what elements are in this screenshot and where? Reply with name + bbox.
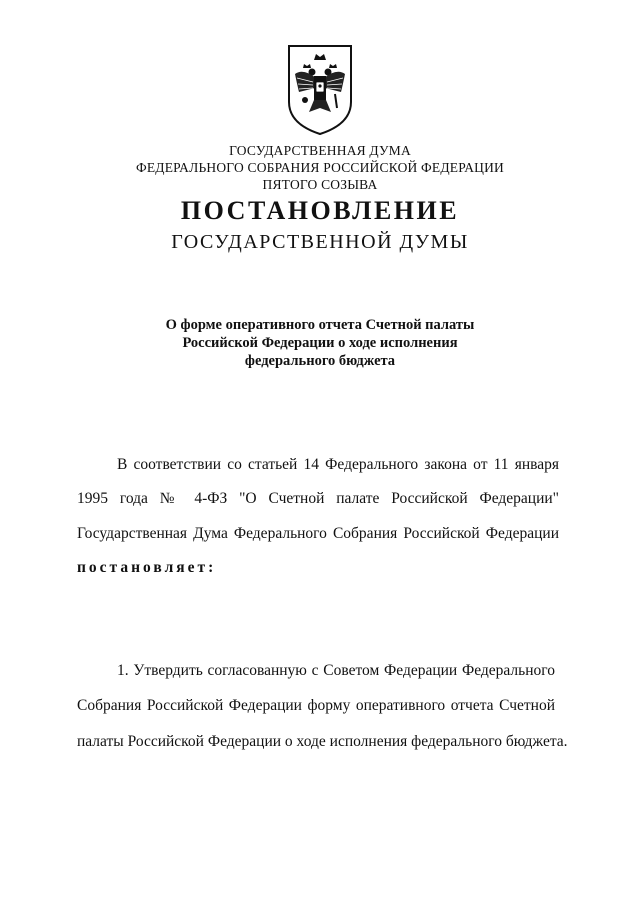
preamble-line-1: В соответствии со статьей 14 Федерального закона от 11 января [117,456,559,473]
clause-1-line-1: 1. Утвердить согласованную с Советом Федерации Федерального [117,662,555,679]
preamble-line-2: 1995 года № 4-ФЗ "О Счетной палате Российской Федерации" [77,490,559,507]
issuer-line-3: ПЯТОГО СОЗЫВА [262,177,378,192]
issuer-line-2: ФЕДЕРАЛЬНОГО СОБРАНИЯ РОССИЙСКОЙ ФЕДЕРАЦИИ [136,160,504,175]
subject-line-1: О форме оперативного отчета Счетной палаты [165,317,475,333]
clause-1-line-2: Собрания Российской Федерации форму оперативного отчета Счетной [77,697,555,714]
resolution-verb: постановляет: [77,559,217,576]
clause-1-line-3: палаты Российской Федерации о ходе исполнения федерального бюджета. [77,733,568,750]
preamble-line-3: Государственная Дума Федерального Собрания Российской Федерации [77,525,559,542]
subject-line-2: Российской Федерации о ходе исполнения [182,335,458,351]
subject-line-3: федерального бюджета [244,353,396,369]
coat-of-arms-emblem [285,44,355,136]
document-type-title: ПОСТАНОВЛЕНИЕ [180,196,460,225]
issuer-line-1: ГОСУДАРСТВЕННАЯ ДУМА [229,143,411,158]
document-type-subtitle: ГОСУДАРСТВЕННОЙ ДУМЫ [171,231,469,253]
